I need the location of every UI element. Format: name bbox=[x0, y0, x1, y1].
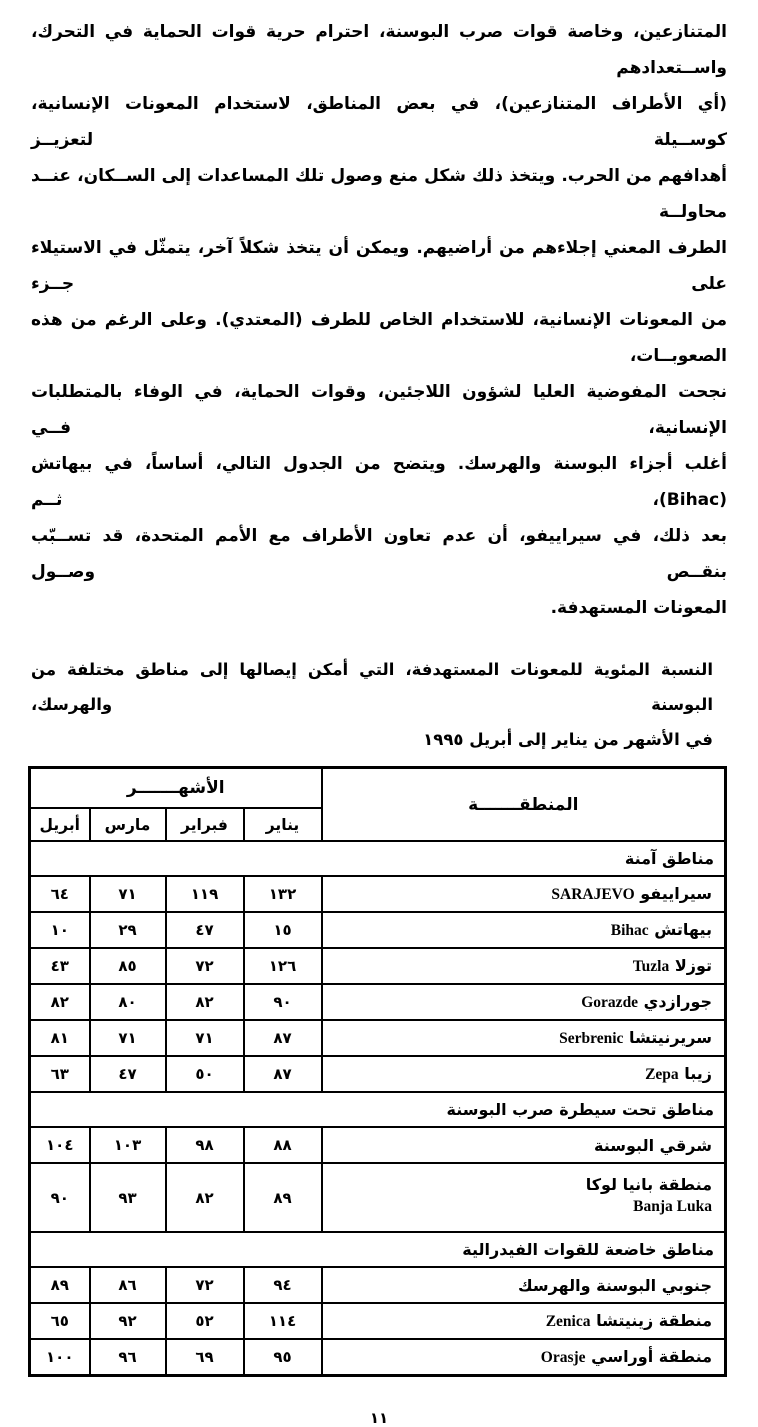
section-title: مناطق تحت سيطرة صرب البوسنة bbox=[30, 1092, 726, 1127]
value-cell-february: ٦٩ bbox=[166, 1339, 244, 1376]
region-name-arabic: منطقة أوراسي bbox=[591, 1347, 712, 1366]
region-name-arabic: جورازدي bbox=[643, 992, 712, 1011]
table-row bbox=[30, 1127, 726, 1163]
paragraph-line: المعونات المستهدفة. bbox=[550, 598, 727, 618]
value-cell-march: ٤٧ bbox=[90, 1056, 166, 1092]
months-group-header: الأشهـــــــر bbox=[30, 768, 322, 809]
region-cell bbox=[322, 912, 726, 948]
region-name-latin: SARAJEVO bbox=[551, 886, 635, 903]
region-name-arabic: بيهاتش bbox=[654, 920, 712, 939]
table-header-row bbox=[30, 768, 726, 809]
region-name-latin: Serbrenic bbox=[559, 1030, 624, 1047]
region-name-latin: Bihac bbox=[610, 922, 649, 939]
month-header-january: يناير bbox=[244, 808, 322, 841]
region-name-latin: Zenica bbox=[545, 1313, 591, 1330]
value-cell-january: ٩٠ bbox=[244, 984, 322, 1020]
region-cell bbox=[322, 1303, 726, 1339]
value-cell-march: ٨٠ bbox=[90, 984, 166, 1020]
paragraph-line: (أي الأطراف المتنازعين)، في بعض المناطق، لاستخدام المعونات الإنسانية، كوســيلة لتعزيــز bbox=[31, 94, 727, 150]
value-cell-january: ١٥ bbox=[244, 912, 322, 948]
paragraph-line: من المعونات الإنسانية، للاستخدام الخاص للطرف (المعتدي). وعلى الرغم من هذه الصعوبــات، bbox=[31, 310, 727, 366]
table-row bbox=[30, 1303, 726, 1339]
aid-delivery-table bbox=[28, 766, 727, 1377]
value-cell-january: ٩٤ bbox=[244, 1267, 322, 1303]
region-name-arabic: سريرنيتشا bbox=[628, 1028, 712, 1047]
value-cell-april: ٨٩ bbox=[30, 1267, 90, 1303]
region-cell bbox=[322, 1267, 726, 1303]
table-row bbox=[30, 948, 726, 984]
value-cell-march: ٨٦ bbox=[90, 1267, 166, 1303]
region-name-latin: Zepa bbox=[645, 1066, 679, 1083]
value-cell-january: ٨٧ bbox=[244, 1020, 322, 1056]
table-caption bbox=[31, 652, 727, 757]
region-name-latin: Banja Luka bbox=[633, 1198, 712, 1215]
region-cell bbox=[322, 876, 726, 912]
paragraph-line: المتنازعين، وخاصة قوات صرب البوسنة، احترام حرية قوات الحماية في التحرك، واســتعدادهم bbox=[31, 22, 727, 78]
value-cell-january: ١٣٢ bbox=[244, 876, 322, 912]
value-cell-march: ٩٦ bbox=[90, 1339, 166, 1376]
month-header-march: مارس bbox=[90, 808, 166, 841]
region-cell bbox=[322, 1056, 726, 1092]
value-cell-february: ١١٩ bbox=[166, 876, 244, 912]
table-row bbox=[30, 1056, 726, 1092]
value-cell-march: ٩٢ bbox=[90, 1303, 166, 1339]
region-column-header: المنطقـــــــة bbox=[322, 768, 726, 842]
table-row bbox=[30, 1163, 726, 1232]
region-cell bbox=[322, 1127, 726, 1163]
region-cell bbox=[322, 984, 726, 1020]
section-title: مناطق آمنة bbox=[30, 841, 726, 876]
region-name-arabic: منطقة بانيا لوكا bbox=[585, 1175, 712, 1194]
value-cell-april: ١٠٠ bbox=[30, 1339, 90, 1376]
value-cell-january: ٩٥ bbox=[244, 1339, 322, 1376]
paragraph-line: أهدافهم من الحرب. ويتخذ ذلك شكل منع وصول تلك المساعدات إلى الســكان، عنــد محاولــة bbox=[31, 166, 727, 222]
value-cell-april: ٤٣ bbox=[30, 948, 90, 984]
region-cell bbox=[322, 1020, 726, 1056]
section-header-row bbox=[30, 841, 726, 876]
value-cell-january: ٨٩ bbox=[244, 1163, 322, 1232]
caption-line: في الأشهر من يناير إلى أبريل ١٩٩٥ bbox=[423, 730, 713, 749]
value-cell-april: ٩٠ bbox=[30, 1163, 90, 1232]
body-paragraph bbox=[31, 14, 727, 626]
value-cell-february: ٤٧ bbox=[166, 912, 244, 948]
value-cell-january: ٨٧ bbox=[244, 1056, 322, 1092]
value-cell-march: ٧١ bbox=[90, 1020, 166, 1056]
table-row bbox=[30, 984, 726, 1020]
table-row bbox=[30, 1339, 726, 1376]
region-cell bbox=[322, 1163, 726, 1232]
paragraph-line: بعد ذلك، في سيراييفو، أن عدم تعاون الأطراف مع الأمم المتحدة، قد تســبّب بنقــص وصــول bbox=[31, 526, 727, 582]
value-cell-april: ٦٤ bbox=[30, 876, 90, 912]
table-row bbox=[30, 876, 726, 912]
page-number: ١١ bbox=[369, 1409, 389, 1427]
paragraph-line: أغلب أجزاء البوسنة والهرسك. ويتضح من الجدول التالي، أساساً، في بيهاتش (Bihac)، ثــم bbox=[31, 454, 727, 510]
value-cell-april: ٨١ bbox=[30, 1020, 90, 1056]
value-cell-february: ٧٢ bbox=[166, 1267, 244, 1303]
value-cell-april: ٦٥ bbox=[30, 1303, 90, 1339]
paragraph-line: الطرف المعني إجلاءهم من أراضيهم. ويمكن أن يتخذ شكلاً آخر، يتمثّل في الاستيلاء على جــزء bbox=[31, 238, 727, 294]
region-name-arabic: شرقي البوسنة bbox=[594, 1135, 712, 1155]
month-header-february: فبراير bbox=[166, 808, 244, 841]
value-cell-february: ٨٢ bbox=[166, 1163, 244, 1232]
table-row bbox=[30, 1267, 726, 1303]
region-name-arabic: سيراييفو bbox=[640, 884, 712, 903]
region-name-arabic: توزلا bbox=[674, 956, 712, 975]
value-cell-march: ٩٣ bbox=[90, 1163, 166, 1232]
value-cell-march: ٨٥ bbox=[90, 948, 166, 984]
section-header-row bbox=[30, 1092, 726, 1127]
value-cell-january: ١٢٦ bbox=[244, 948, 322, 984]
value-cell-april: ١٠٤ bbox=[30, 1127, 90, 1163]
value-cell-march: ١٠٣ bbox=[90, 1127, 166, 1163]
region-name-latin: Gorazde bbox=[581, 994, 639, 1011]
value-cell-march: ٢٩ bbox=[90, 912, 166, 948]
month-header-april: أبريل bbox=[30, 808, 90, 841]
region-name-arabic: جنوبي البوسنة والهرسك bbox=[517, 1275, 712, 1295]
region-name-arabic: منطقة زينيتشا bbox=[596, 1311, 712, 1330]
value-cell-april: ٨٢ bbox=[30, 984, 90, 1020]
section-title: مناطق خاضعة للقوات الفيدرالية bbox=[30, 1232, 726, 1267]
value-cell-april: ٦٣ bbox=[30, 1056, 90, 1092]
region-cell bbox=[322, 948, 726, 984]
region-name-latin: Orasje bbox=[540, 1349, 586, 1366]
region-cell bbox=[322, 1339, 726, 1376]
value-cell-february: ٧٢ bbox=[166, 948, 244, 984]
value-cell-february: ٧١ bbox=[166, 1020, 244, 1056]
table-row bbox=[30, 1020, 726, 1056]
value-cell-february: ٨٢ bbox=[166, 984, 244, 1020]
paragraph-line: نجحت المفوضية العليا لشؤون اللاجئين، وقوات الحماية، في الوفاء بالمتطلبات الإنسانية، فــي bbox=[31, 382, 727, 438]
value-cell-february: ٩٨ bbox=[166, 1127, 244, 1163]
caption-line: النسبة المئوية للمعونات المستهدفة، التي أمكن إيصالها إلى مناطق مختلفة من البوسنة والهرسك، bbox=[31, 660, 713, 714]
value-cell-april: ١٠ bbox=[30, 912, 90, 948]
section-header-row bbox=[30, 1232, 726, 1267]
region-name-latin: Tuzla bbox=[632, 958, 670, 975]
table-row bbox=[30, 912, 726, 948]
region-name-arabic: زيبا bbox=[684, 1064, 712, 1083]
value-cell-march: ٧١ bbox=[90, 876, 166, 912]
value-cell-february: ٥٢ bbox=[166, 1303, 244, 1339]
value-cell-february: ٥٠ bbox=[166, 1056, 244, 1092]
value-cell-january: ١١٤ bbox=[244, 1303, 322, 1339]
value-cell-january: ٨٨ bbox=[244, 1127, 322, 1163]
